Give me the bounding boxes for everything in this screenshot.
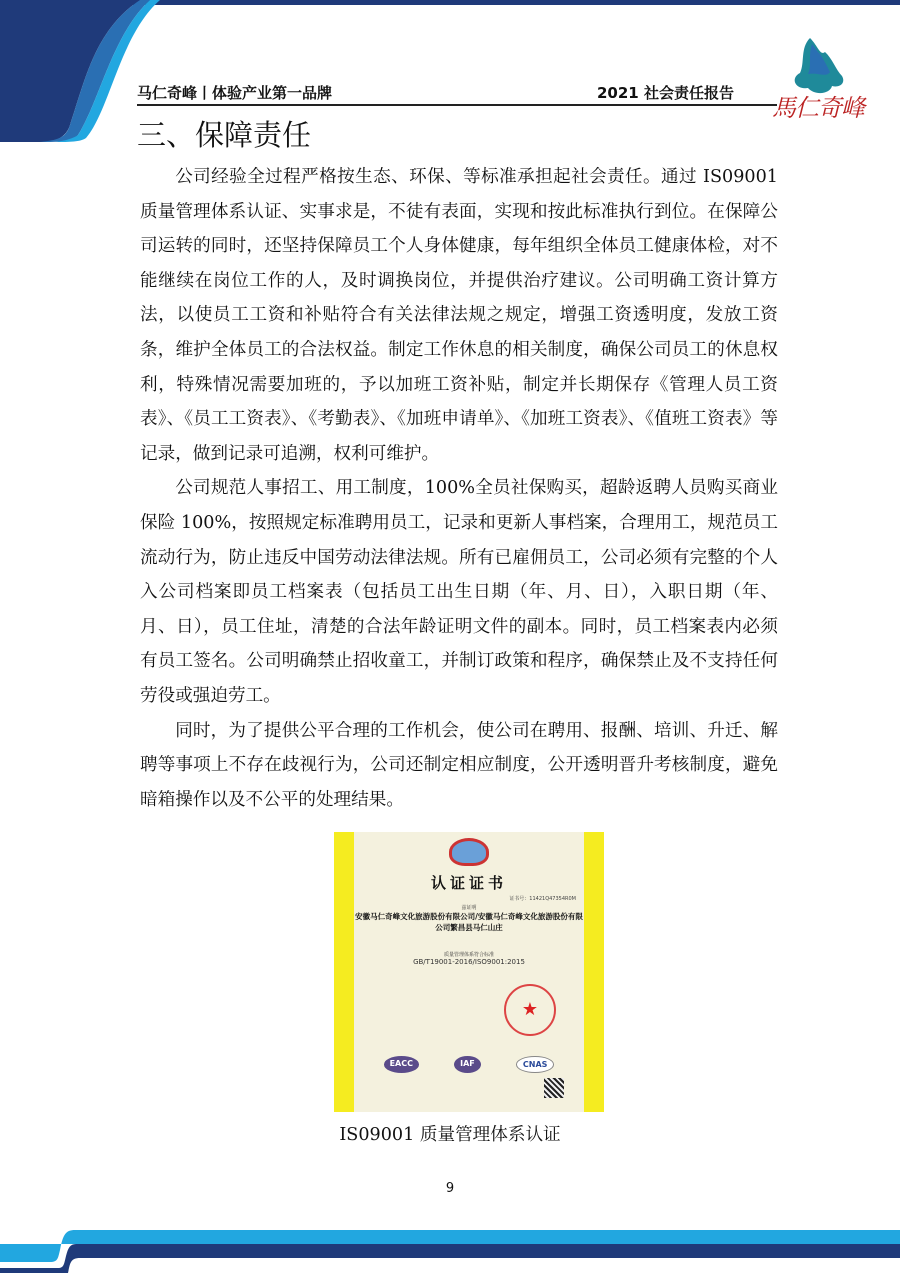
eacc-logo: EACC — [384, 1056, 419, 1073]
footer-band-decoration — [0, 1220, 900, 1273]
paragraph: 公司规范人事招工、用工制度，100%全员社保购买，超龄返聘人员购买商业保险 100%，按照规定标准聘用员工，记录和更新人事档案，合理用工，规范员工流动行为，防止违反中国劳动法律法规。所有已雇佣员工，公司必须有完整的个人入公司档案即员工档案表（包括员工出生日期（年、月、日），入职日期（年、月、日），员工住址，清楚的合法年龄证明文件的副本。同时，员工档案表内必须有员工签名。公司明确禁止招收童工，并制订政策和程序，确保禁止及不支持任何劳役或强迫劳工。 — [140, 478, 778, 706]
paragraph: 公司经验全过程严格按生态、环保、等标准承担起社会责任。通过 IS09001 质量管理体系认证、实事求是，不徒有表面，实现和按此标准执行到位。在保障公司运转的同时，还坚持保障员工个人身体健康，每年组织全体员工健康体检，对不能继续在岗位工作的人，及时调换岗位，并提供治疗建议。公司明确工资计算方法，以使员工工资和补贴符合有关法律法规之规定，增强工资透明度，发放工资条，维护全体员工的合法权益。制定工作休息的相关制度，确保公司员工的休息权利，特殊情况需要加班的，予以加班工资补贴，制定并长期保存《管理人员工资表》、《员工工资表》、《考勤表》、《加班申请单》、《加班工资表》、《值班工资表》等记录，做到记录可追溯，权利可维护。 — [140, 167, 778, 464]
certificate-company: 安徽马仁奇峰文化旅游股份有限公司/安徽马仁奇峰文化旅游股份有限公司繁昌县马仁山庄 — [355, 912, 583, 932]
eacc-emblem-icon — [449, 838, 489, 866]
certificate-number: 证书号：11421Q47354R0M — [509, 896, 576, 902]
certificate-standard: GB/T19001-2016/ISO9001:2015 — [413, 958, 525, 966]
header-divider — [137, 104, 777, 106]
paragraph: 同时，为了提供公平合理的工作机会，使公司在聘用、报酬、培训、升迁、解聘等事项上不存在歧视行为，公司还制定相应制度，公开透明晋升考核制度，避免暗箱操作以及不公平的处理结果。 — [140, 720, 778, 810]
page-number: 9 — [445, 1181, 455, 1196]
qr-code-icon — [544, 1078, 564, 1098]
logo-wordmark: 馬仁奇峰 — [772, 94, 864, 122]
certificate-certify: 兹证明 — [461, 905, 477, 911]
header-report-title: 2021 社会责任报告 — [597, 84, 734, 102]
accreditation-logos — [354, 1056, 584, 1073]
body-text — [140, 160, 778, 817]
certificate-image — [334, 832, 604, 1112]
certificate-title: 认证证书 — [430, 874, 507, 892]
iaf-logo: IAF — [454, 1056, 481, 1073]
figure-caption: IS09001 质量管理体系认证 — [339, 1125, 561, 1145]
certificate-conform: 质量管理体系符合标准 — [443, 952, 494, 958]
red-seal-icon: ★ — [504, 984, 556, 1036]
header-brand-slogan: 马仁奇峰丨体验产业第一品牌 — [137, 84, 333, 102]
cnas-logo: CNAS — [516, 1056, 555, 1073]
section-title: 三、保障责任 — [137, 118, 312, 152]
